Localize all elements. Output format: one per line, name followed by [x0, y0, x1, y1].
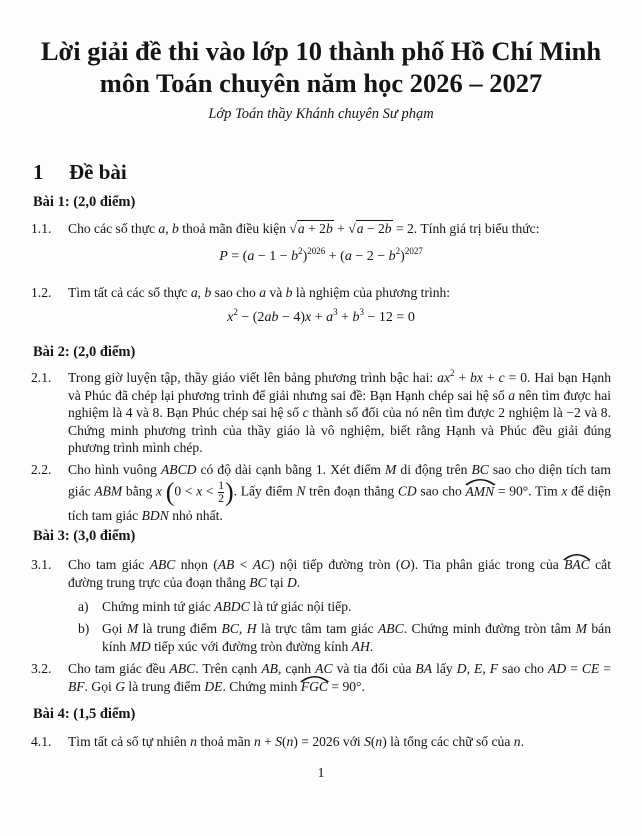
question-3-1-b: [78, 620, 611, 655]
section-heading: [33, 160, 127, 185]
question-3-2: [31, 660, 611, 695]
question-text: Cho tam giác đều ABC. Trên cạnh AB, cạnh AC và tia đối của BA lấy D, E, F sao cho AD = CE = BF. Gọi G là trung điểm DE. Chứng minh FGC = 90°.: [68, 661, 611, 694]
document-title-line-2: môn Toán chuyên năm học 2026 – 2027: [99, 68, 543, 98]
problem-1-heading: Bài 1: (2,0 điểm): [33, 194, 136, 210]
question-1-1: [31, 220, 611, 238]
subquestion-text: Gọi M là trung điểm BC, H là trực tâm tam giác ABC. Chứng minh đường tròn tâm M bán kính MD tiếp xúc với đường tròn đường kính AH.: [102, 621, 611, 654]
subquestion-text: Chứng minh tứ giác ABDC là tứ giác nội tiếp.: [102, 599, 352, 614]
question-label: 3.2.: [31, 661, 52, 676]
question-4-1: [31, 733, 611, 751]
question-text: Tìm tất cả số tự nhiên n thoả mãn n + S(n) = 2026 với S(n) là tổng các chữ số của n.: [68, 734, 524, 749]
question-text: Cho tam giác ABC nhọn (AB < AC) nội tiếp đường tròn (O). Tia phân giác trong của BAC cắt đường trung trực của đoạn thẳng BC tại D.: [68, 556, 611, 591]
question-text: Cho các số thực a, b thoả mãn điều kiện √a + 2b + √a − 2b = 2. Tính giá trị biểu thức:: [68, 221, 540, 236]
equation-quadratic: $x^2 - (2ab - 4)x + a^3 + b^3 - 12 = 0$: [227, 307, 415, 325]
question-text: Trong giờ luyện tập, thầy giáo viết lên bảng phương trình bậc hai: $ax^2$ + bx + c = 0. Hai bạn Hạnh và Phúc đã chép lại phương trình để giải nhưng sai đề: Bạn Hạnh chép sai hệ số a nên tìm được hai nghiệm là 4 và 8. Bạn Phúc chép sai hệ số c thành số đối của nó nên tìm được 2 nghiệm là −2 và 8. Chứng minh phương trình của thầy giáo là vô nghiệm, biết rằng Hạnh và Phúc đều giải đúng phương trình mình chép.: [68, 368, 612, 456]
subquestion-label: b): [78, 621, 90, 636]
question-2-1: [31, 369, 611, 457]
section-title: Đề bài: [69, 160, 127, 184]
author-line: Lớp Toán thầy Khánh chuyên Sư phạm: [208, 106, 434, 122]
question-label: 2.1.: [31, 370, 52, 385]
question-1-2: [31, 284, 611, 302]
question-label: 1.2.: [31, 285, 52, 300]
question-3-1-a: [78, 598, 611, 616]
question-text: Cho hình vuông ABCD có độ dài cạnh bằng 1. Xét điểm M di động trên BC sao cho diện tích tam giác ABM bằng x (0 < x < $\frac{1}{2}$ ). Lấy điểm N trên đoạn thẳng CD sao cho AMN = 90°. Tìm x để diện tích tam giác BDN nhỏ nhất.: [68, 462, 611, 523]
question-label: 4.1.: [31, 734, 52, 749]
document-title-line-1: Lời giải đề thi vào lớp 10 thành phố Hồ Chí Minh: [40, 36, 602, 66]
problem-3-heading: Bài 3: (3,0 điểm): [33, 528, 136, 544]
question-2-2: [31, 459, 611, 526]
equation-P: $P = (a - 1 - b^2)^{2026} + (a - 2 - b^2)^{2027}$: [219, 246, 423, 264]
question-label: 1.1.: [31, 221, 52, 236]
question-label: 2.2.: [31, 462, 52, 477]
problem-2-heading: Bài 2: (2,0 điểm): [33, 344, 136, 360]
subquestion-label: a): [78, 599, 89, 614]
question-3-1: [31, 556, 611, 591]
question-text: Tìm tất cả các số thực a, b sao cho a và b là nghiệm của phương trình:: [68, 285, 451, 300]
problem-4-heading: Bài 4: (1,5 điểm): [33, 706, 136, 722]
section-number: 1: [33, 160, 44, 184]
question-label: 3.1.: [31, 557, 52, 572]
page-number: 1: [317, 766, 325, 781]
